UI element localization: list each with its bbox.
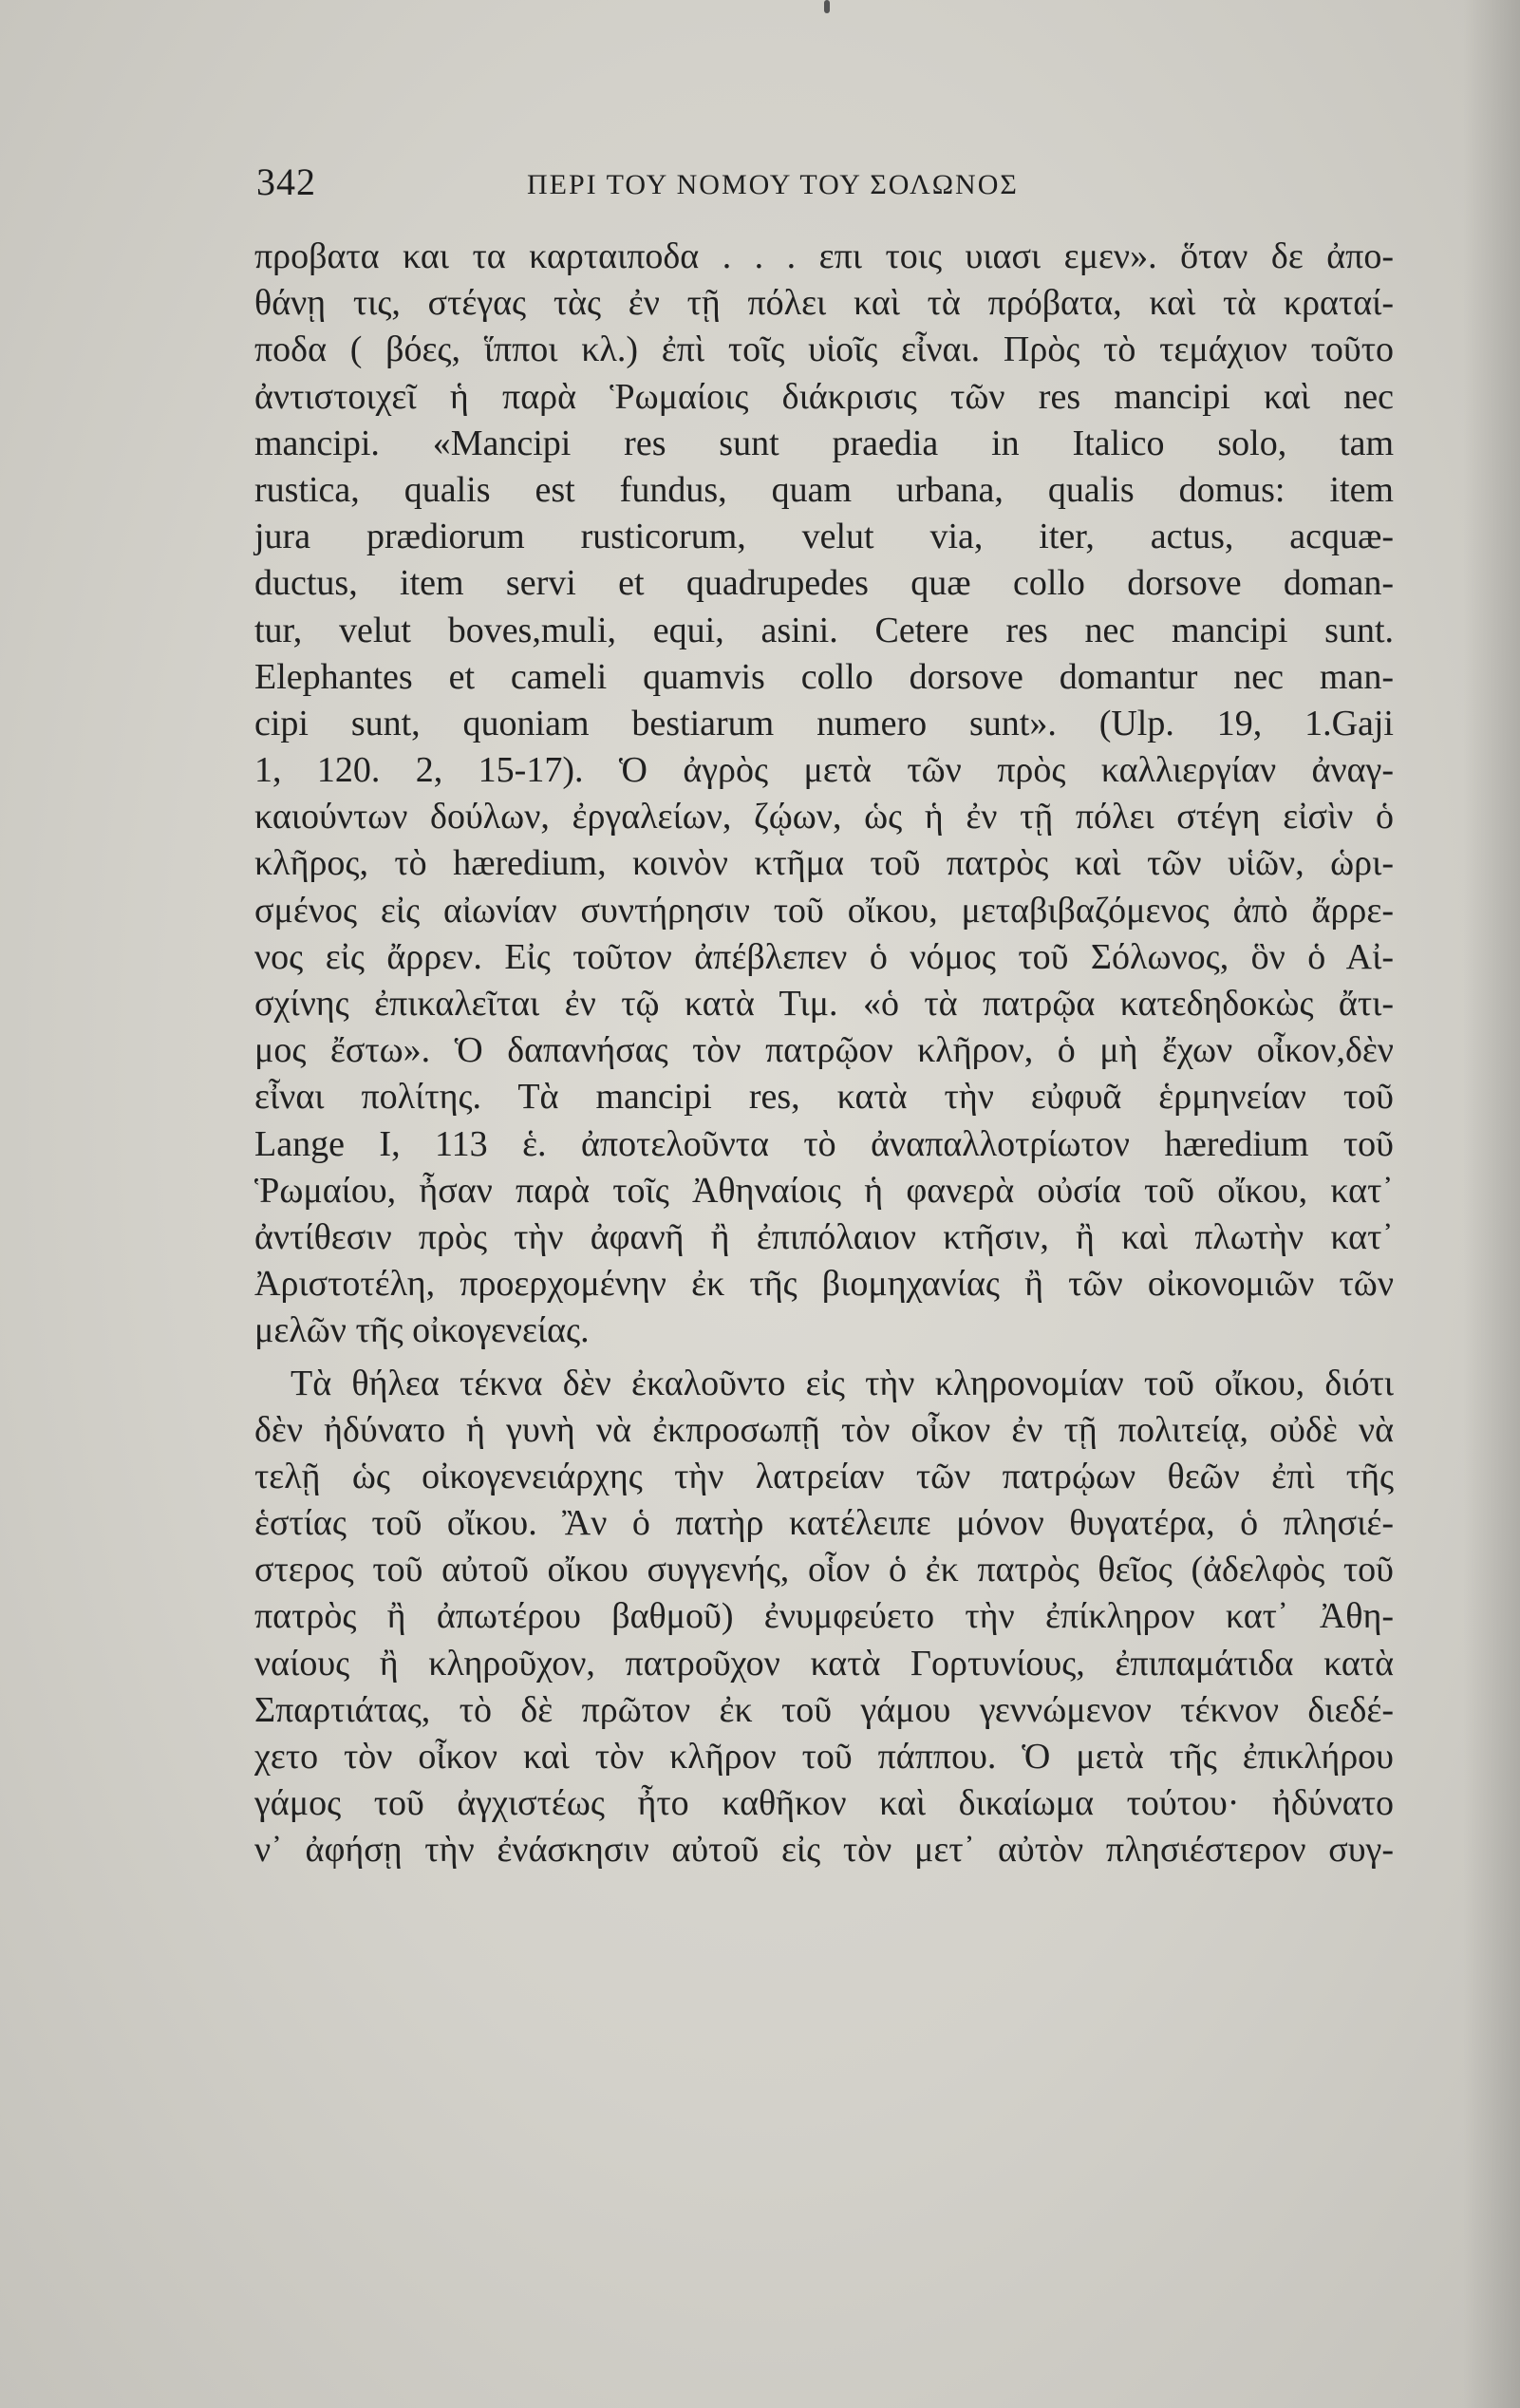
text-line: ν᾽ ἀφήσῃ τὴν ἐνάσκησιν αὐτοῦ εἰς τὸν μετ᾽ αὐτὸν πλησιέστερον συγ-	[254, 1830, 1394, 1871]
text-line: καιούντων δούλων, ἐργαλείων, ζῴων, ὡς ἡ ἐν τῇ πόλει στέγη εἰσὶν ὁ	[254, 797, 1394, 837]
text-line: θάνῃ τις, στέγας τὰς ἐν τῇ πόλει καὶ τὰ πρόβατα, καὶ τὰ κραταί-	[254, 283, 1394, 324]
page-edge-shadow	[1463, 0, 1520, 2408]
paragraph-1	[254, 234, 1394, 1355]
text-line: Ἀριστοτέλη, προερχομένην ἐκ τῆς βιομηχανίας ἢ τῶν οἰκονομιῶν τῶν	[254, 1264, 1394, 1305]
text-line: Elephantes et cameli quamvis collo dorsove domantur nec man-	[254, 656, 1394, 697]
text-line: ποδα ( βόες, ἵπποι κλ.) ἐπὶ τοῖς υἱοῖς εἶναι. Πρὸς τὸ τεμάχιον τοῦτο	[254, 329, 1394, 370]
text-line: ναίους ἢ κληροῦχον, πατροῦχον κατὰ Γορτυνίους, ἐπιπαμάτιδα κατὰ	[254, 1643, 1394, 1684]
body-text	[254, 234, 1394, 1874]
text-line: χετο τὸν οἶκον καὶ τὸν κλῆρον τοῦ πάππου. Ὁ μετὰ τῆς ἐπικλήρου	[254, 1737, 1394, 1777]
text-line: τελῇ ὡς οἰκογενειάρχης τὴν λατρείαν τῶν πατρῴων θεῶν ἐπὶ τῆς	[254, 1456, 1394, 1496]
running-title: ΠΕΡΙ ΤΟΥ ΝΟΜΟΥ ΤΟΥ ΣΟΛΩΝΟΣ	[527, 169, 1019, 200]
text-line: γάμος τοῦ ἀγχιστέως ἦτο καθῆκον καὶ δικαίωμα τούτου· ἠδύνατο	[254, 1783, 1394, 1824]
text-line: δὲν ἠδύνατο ἡ γυνὴ νὰ ἐκπροσωπῇ τὸν οἶκον ἐν τῇ πολιτείᾳ, οὐδὲ νὰ	[254, 1409, 1394, 1450]
text-line: εἶναι πολίτης. Τὰ mancipi res, κατὰ τὴν εὐφυᾶ ἑρμηνείαν τοῦ	[254, 1077, 1394, 1118]
text-line: σχίνης ἐπικαλεῖται ἐν τῷ κατὰ Τιμ. «ὁ τὰ πατρῷα κατεδηδοκὼς ἄτι-	[254, 984, 1394, 1024]
text-line: ἀντιστοιχεῖ ἡ παρὰ Ῥωμαίοις διάκρισις τῶν res mancipi καὶ nec	[254, 376, 1394, 417]
text-line: κλῆρος, τὸ hæredium, κοινὸν κτῆμα τοῦ πατρὸς καὶ τῶν υἱῶν, ὡρι-	[254, 843, 1394, 884]
text-line: πατρὸς ἢ ἀπωτέρου βαθμοῦ) ἐνυμφεύετο τὴν ἐπίκληρον κατ᾽ Ἀθη-	[254, 1596, 1394, 1637]
text-line: cipi sunt, quoniam bestiarum numero sunt». (Ulp. 19, 1.Gaji	[254, 703, 1394, 743]
text-line: στερος τοῦ αὐτοῦ οἴκου συγγενής, οἷον ὁ ἐκ πατρὸς θεῖος (ἀδελφὸς τοῦ	[254, 1550, 1394, 1590]
text-line: jura prædiorum rusticorum, velut via, iter, actus, acquæ-	[254, 517, 1394, 557]
text-line: νος εἰς ἄρρεν. Εἰς τοῦτον ἀπέβλεπεν ὁ νόμος τοῦ Σόλωνος, ὃν ὁ Αἰ-	[254, 936, 1394, 977]
page-number: 342	[256, 160, 316, 203]
text-line: rustica, qualis est fundus, quam urbana, qualis domus: item	[254, 469, 1394, 510]
text-line: μος ἔστω». Ὁ δαπανήσας τὸν πατρῷον κλῆρον, ὁ μὴ ἔχων οἶκον,δὲν	[254, 1030, 1394, 1071]
scan-speck	[824, 0, 830, 13]
text-line: Ῥωμαίου, ἦσαν παρὰ τοῖς Ἀθηναίοις ἡ φανερὰ οὐσία τοῦ οἴκου, κατ᾽	[254, 1170, 1394, 1211]
text-line: 1, 120. 2, 15-17). Ὁ ἀγρὸς μετὰ τῶν πρὸς καλλιεργίαν ἀναγ-	[254, 750, 1394, 791]
text-line: μελῶν τῆς οἰκογενείας.	[254, 1310, 590, 1351]
text-line: tur, velut boves,muli, equi, asini. Cetere res nec mancipi sunt.	[254, 610, 1394, 650]
text-line: Σπαρτιάτας, τὸ δὲ πρῶτον ἐκ τοῦ γάμου γεννώμενον τέκνον διεδέ-	[254, 1689, 1394, 1730]
text-line: mancipi. «Mancipi res sunt praedia in Italico solo, tam	[254, 423, 1394, 463]
text-line: σμένος εἰς αἰωνίαν συντήρησιν τοῦ οἴκου, μεταβιβαζόμενος ἀπὸ ἄρρε-	[254, 890, 1394, 931]
text-line: προβατα και τα καρταιποδα . . . επι τοις υιασι εμεν». ὅταν δε ἀπο-	[254, 236, 1394, 276]
page-header	[256, 152, 1386, 209]
text-line: Τὰ θήλεα τέκνα δὲν ἐκαλοῦντο εἰς τὴν κληρονομίαν τοῦ οἴκου, διότι	[291, 1363, 1394, 1403]
text-line: ductus, item servi et quadrupedes quæ collo dorsove doman-	[254, 563, 1394, 604]
text-line: ἀντίθεσιν πρὸς τὴν ἀφανῆ ἢ ἐπιπόλαιον κτῆσιν, ἢ καὶ πλωτὴν κατ᾽	[254, 1216, 1394, 1257]
paragraph-2	[254, 1361, 1394, 1874]
text-line: Lange I, 113 ἑ. ἀποτελοῦντα τὸ ἀναπαλλοτρίωτον hæredium τοῦ	[254, 1123, 1394, 1164]
text-line: ἑστίας τοῦ οἴκου. Ἂν ὁ πατὴρ κατέλειπε μόνον θυγατέρα, ὁ πλησιέ-	[254, 1503, 1394, 1544]
